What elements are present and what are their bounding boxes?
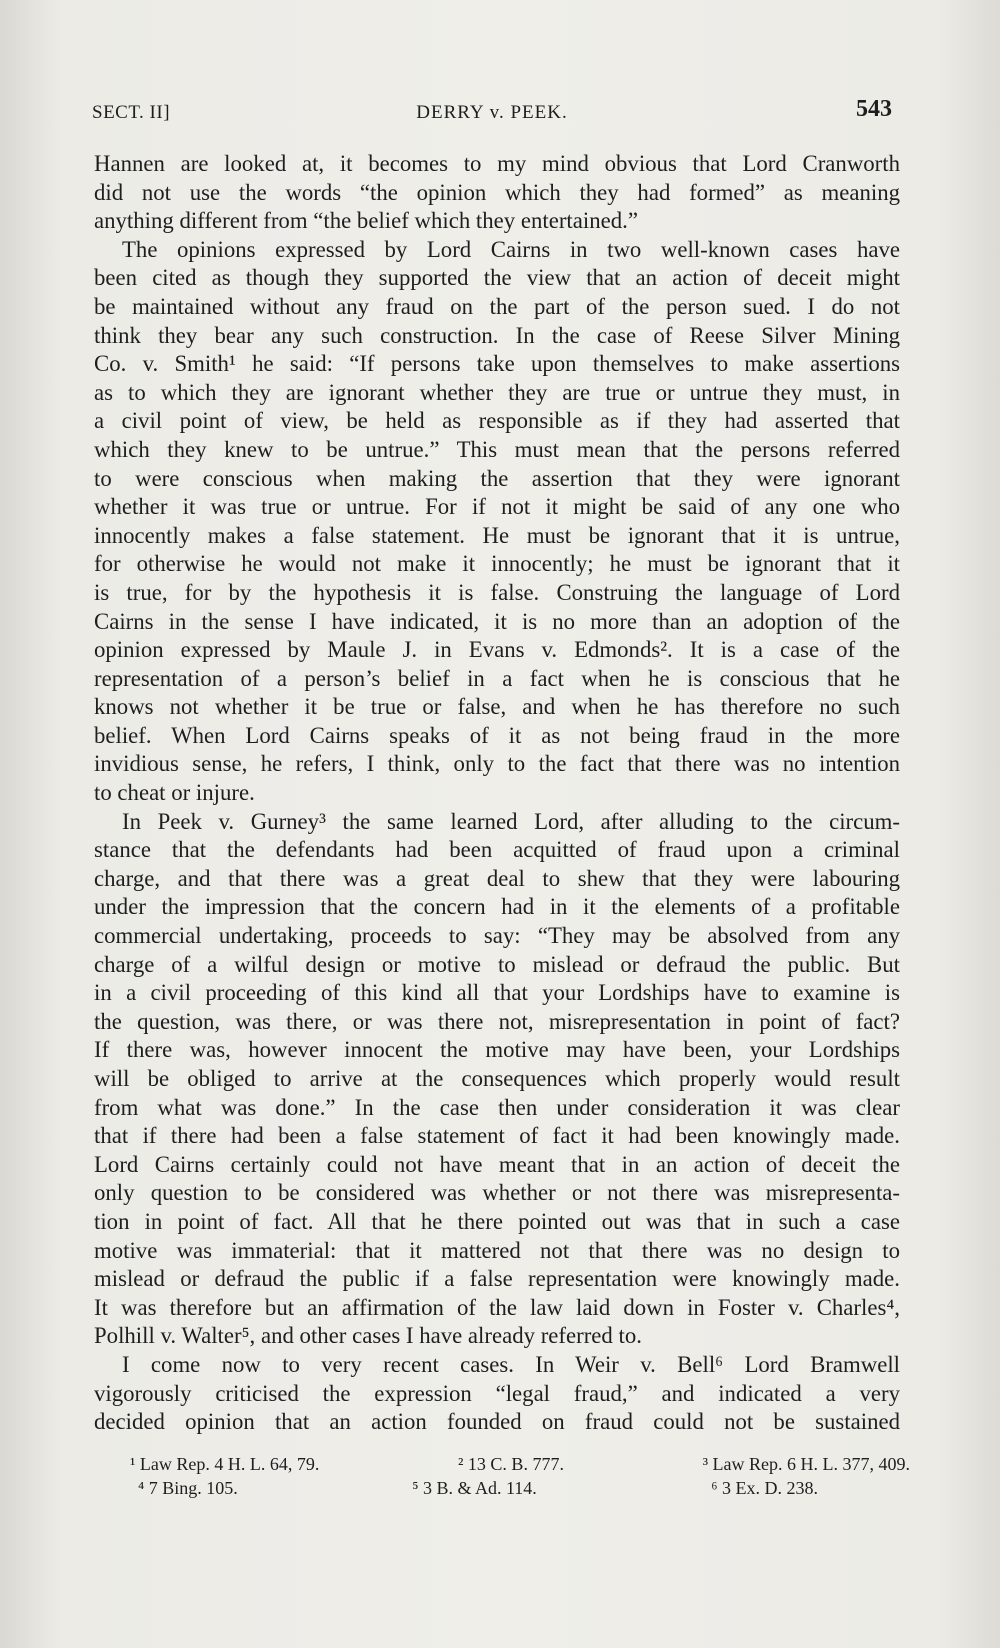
text-line: Cairns in the sense I have indicated, it is no more than an adoption of the — [94, 608, 900, 634]
text-line: did not use the words “the opinion which they had formed” as meaning — [94, 179, 900, 205]
footnote-5: ⁵ 3 B. & Ad. 114. — [412, 1478, 537, 1498]
text-line: belief. When Lord Cairns speaks of it as not being fraud in the more — [94, 722, 900, 748]
text-line: decided opinion that an action founded on fraud could not be sustained — [94, 1409, 900, 1435]
footnote-3: ³ Law Rep. 6 H. L. 377, 409. — [702, 1454, 910, 1474]
text-line: It was therefore but an affirmation of the law laid down in Foster v. Charles⁴, — [94, 1294, 900, 1320]
text-line: motive was immaterial: that it mattered not that there was no design to — [94, 1237, 900, 1263]
text-line: that if there had been a false statement of fact it had been knowingly made. — [94, 1123, 900, 1149]
main-text — [94, 150, 900, 1437]
text-line: a civil point of view, be held as responsible as if they had asserted that — [94, 408, 900, 434]
text-line: knows not whether it be true or false, and when he has therefore no such — [94, 694, 900, 720]
text-line: think they bear any such construction. In the case of Reese Silver Mining — [94, 322, 900, 348]
text-line: as to which they are ignorant whether they are true or untrue they must, in — [94, 379, 900, 405]
text-line: only question to be considered was whether or not there was misrepresenta- — [94, 1180, 900, 1206]
text-line: be maintained without any fraud on the part of the person sued. I do not — [94, 293, 900, 319]
text-line: I come now to very recent cases. In Weir v. Bell⁶ Lord Bramwell — [122, 1351, 900, 1377]
footnote-row — [130, 1452, 910, 1476]
text-line: under the impression that the concern had in it the elements of a profitable — [94, 894, 900, 920]
text-line: whether it was true or untrue. For if not it might be said of any one who — [94, 494, 900, 520]
text-line: to were conscious when making the assertion that they were ignorant — [94, 465, 900, 491]
footnote-4: ⁴ 7 Bing. 105. — [138, 1478, 238, 1498]
footnote-6: ⁶ 3 Ex. D. 238. — [711, 1478, 818, 1498]
text-line: charge of a wilful design or motive to mislead or defraud the public. But — [94, 951, 900, 977]
text-line: mislead or defraud the public if a false representation were knowingly made. — [94, 1266, 900, 1292]
text-line: opinion expressed by Maule J. in Evans v. Edmonds². It is a case of the — [94, 637, 900, 663]
text-line: Hannen are looked at, it becomes to my mind obvious that Lord Cranworth — [94, 151, 900, 176]
text-line: is true, for by the hypothesis it is false. Construing the language of Lord — [94, 579, 900, 605]
text-line: Polhill v. Walter⁵, and other cases I have already referred to. — [94, 1323, 642, 1349]
footnote-row — [130, 1476, 910, 1500]
text-line: for otherwise he would not make it innocently; he must be ignorant that it — [94, 551, 900, 577]
text-line: stance that the defendants had been acquitted of fraud upon a criminal — [94, 837, 900, 863]
text-line: to cheat or injure. — [94, 780, 255, 806]
text-line: In Peek v. Gurney³ the same learned Lord, after alluding to the circum- — [122, 808, 900, 834]
page-number: 543 — [856, 96, 892, 122]
text-line: anything different from “the belief which they entertained.” — [94, 208, 638, 234]
text-line: will be obliged to arrive at the consequences which properly would result — [94, 1066, 900, 1091]
footnotes — [130, 1452, 910, 1500]
footnote-1: ¹ Law Rep. 4 H. L. 64, 79. — [130, 1454, 320, 1474]
running-header — [92, 92, 892, 132]
text-line: the question, was there, or was there not, misrepresentation in point of fact? — [94, 1008, 900, 1034]
text-line: charge, and that there was a great deal to shew that they were labouring — [94, 865, 900, 891]
text-line: been cited as though they supported the view that an action of deceit might — [94, 265, 900, 291]
text-line: If there was, however innocent the motive may have been, your Lordships — [94, 1037, 900, 1063]
text-line: invidious sense, he refers, I think, only to the fact that there was no intention — [94, 751, 900, 777]
text-line: commercial undertaking, proceeds to say: “They may be absolved from any — [94, 923, 900, 949]
text-line: which they knew to be untrue.” This must mean that the persons referred — [94, 436, 900, 462]
text-line: Co. v. Smith¹ he said: “If persons take upon themselves to make assertions — [94, 351, 900, 377]
running-title: DERRY v. PEEK. — [416, 102, 568, 123]
text-line: representation of a person’s belief in a fact when he is conscious that he — [94, 665, 900, 691]
text-line: innocently makes a false statement. He must be ignorant that it is untrue, — [94, 522, 900, 548]
text-line: tion in point of fact. All that he there pointed out was that in such a case — [94, 1208, 900, 1234]
text-line: from what was done.” In the case then under consideration it was clear — [94, 1094, 900, 1120]
text-line: The opinions expressed by Lord Cairns in two well-known cases have — [122, 236, 900, 262]
section-label: SECT. II] — [92, 102, 171, 123]
text-line: vigorously criticised the expression “legal fraud,” and indicated a very — [94, 1380, 900, 1406]
footnote-2: ² 13 C. B. 777. — [458, 1454, 564, 1474]
text-line: in a civil proceeding of this kind all that your Lordships have to examine is — [94, 980, 900, 1006]
text-line: Lord Cairns certainly could not have meant that in an action of deceit the — [94, 1151, 900, 1177]
